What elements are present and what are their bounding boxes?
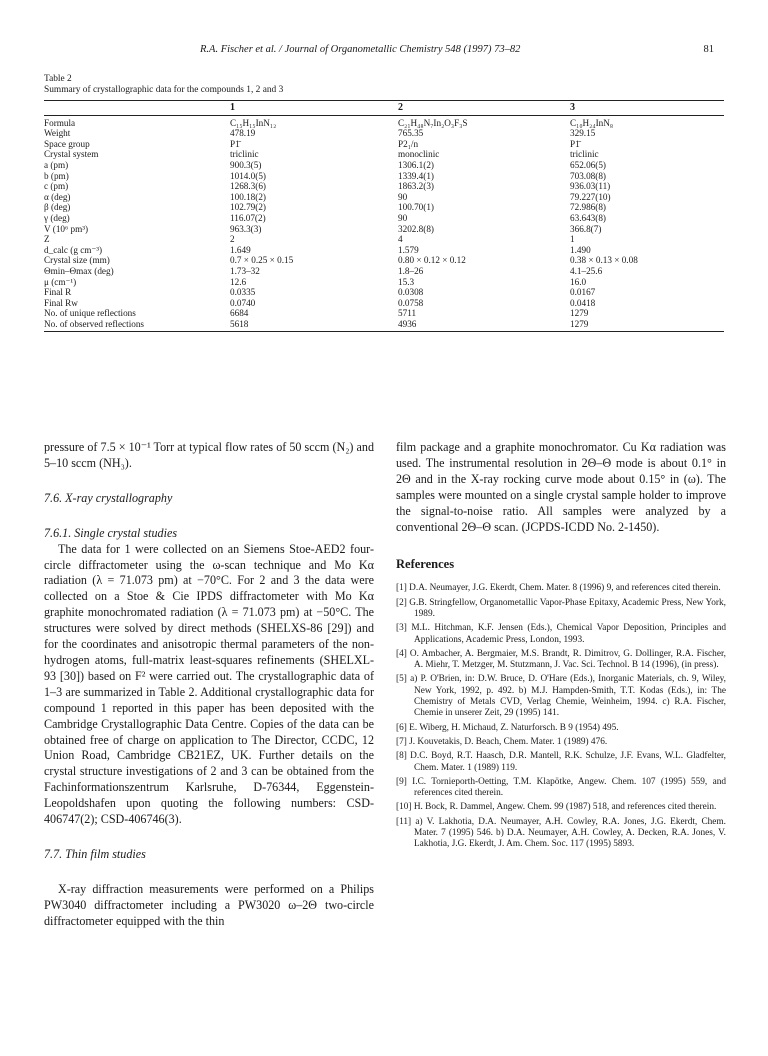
table-cell: 1.579 <box>398 244 419 255</box>
row-label: Crystal size (mm) <box>44 255 110 266</box>
table-cell: 0.0167 <box>570 287 596 298</box>
table-cell: 0.0418 <box>570 297 596 308</box>
table-row <box>44 245 724 256</box>
table-cell: 0.0335 <box>230 287 256 298</box>
table-cell: 16.0 <box>570 276 587 287</box>
reference-item: [8] D.C. Boyd, R.T. Haasch, D.R. Mantell, R.K. Schulze, J.F. Evans, W.L. Gladfelter, Chem. Mater. 1 (1989) 119. <box>396 751 726 773</box>
paragraph: film package and a graphite monochromator. Cu Kα radiation was used. The instrumental resolution in 2Θ–Θ mode is about 0.1° in 2Θ and in the X-ray rocking curve mode about 0.15° in (ω). The samples were mounted on a single crystal sample holder to improve the signal-to-noise ratio. All samples were analyzed by a conventional 2Θ–Θ scan. (JCPDS-ICDD No. 2-1450). <box>396 440 726 534</box>
row-label: No. of unique reflections <box>44 308 136 319</box>
table-cell: triclinic <box>230 149 259 160</box>
table-cell: 963.3(3) <box>230 223 262 234</box>
table-cell: 100.70(1) <box>398 202 434 213</box>
row-label: Space group <box>44 138 90 149</box>
row-label: No. of observed reflections <box>44 319 230 332</box>
table-cell: 116.07(2) <box>230 212 266 223</box>
reference-list <box>396 583 726 850</box>
table-cell: 1279 <box>570 319 724 332</box>
table-row <box>44 202 724 213</box>
paragraph: pressure of 7.5 × 10⁻¹ Torr at typical flow rates of 50 sccm (N₂) and 5–10 sccm (NH₃). <box>44 440 374 470</box>
table-cell: 1.73–32 <box>230 265 260 276</box>
table-caption-text: Summary of crystallographic data for the compounds 1, 2 and 3 <box>44 85 284 95</box>
row-label: γ (deg) <box>44 212 70 223</box>
table-cell: 2 <box>230 234 235 245</box>
table-row <box>44 181 724 192</box>
row-label: β (deg) <box>44 202 71 213</box>
table-cell: 1339.4(1) <box>398 170 434 181</box>
row-label: a (pm) <box>44 159 69 170</box>
reference-item: [4] O. Ambacher, A. Bergmaier, M.S. Brandt, R. Dimitrov, G. Dollinger, R.A. Fischer, A. Miehr, T. Metzger, M. Stutzmann, J. Vac. Sci. Technol. B 14 (1996), (in press). <box>396 648 726 671</box>
table-cell: 936.03(11) <box>570 181 611 192</box>
table-cell: 1863.2(3) <box>398 181 434 192</box>
table-cell: C₂₁H₄₈N₇In₂O₃F₃S <box>398 117 468 128</box>
table-label: Table 2 <box>44 74 72 84</box>
reference-item: [7] J. Kouvetakis, D. Beach, Chem. Mater. 1 (1989) 476. <box>396 736 608 747</box>
reference-item: [5] a) P. O'Brien, in: D.W. Bruce, D. O'Hare (Eds.), Inorganic Materials, ch. 9, Wiley, New York, 1992, p. 492. b) M.J. Hampden-Smith, T.T. Kodas (Eds.), in: The Chemistry of Metals CVD, Verlag Chemie, Weinheim, 1994. c) R.A. Fischer, Chemie in unserer Zeit, 29 (1995) 141. <box>396 674 726 719</box>
section-heading-7-7: 7.7. Thin film studies <box>44 846 146 861</box>
table-cell: 1306.1(2) <box>398 159 434 170</box>
table-cell: P1̄ <box>570 138 580 149</box>
table-cell: P2₁/n <box>398 138 419 149</box>
row-label: Crystal system <box>44 149 99 160</box>
table-row <box>44 277 724 288</box>
table-cell: 765.35 <box>398 128 424 139</box>
table-row <box>44 149 724 160</box>
page-number: 81 <box>703 44 714 55</box>
right-column <box>396 440 726 854</box>
table-cell: 4936 <box>398 319 570 332</box>
table-cell: 5711 <box>398 308 417 319</box>
row-label: Final R <box>44 287 72 298</box>
table-cell: 0.80 × 0.12 × 0.12 <box>398 255 466 266</box>
table-cell: 478.19 <box>230 128 256 139</box>
table-cell: 4.1–25.6 <box>570 265 603 276</box>
row-label: Z <box>44 234 50 245</box>
table-cell: 703.08(8) <box>570 170 606 181</box>
table-cell: 12.6 <box>230 276 247 287</box>
table-col-header <box>44 101 230 116</box>
table-cell: 79.227(10) <box>570 191 611 202</box>
references-heading: References <box>396 557 455 572</box>
row-label: Formula <box>44 117 76 128</box>
crystallographic-data-table <box>44 100 724 332</box>
table-header <box>44 101 724 116</box>
table-cell: 1279 <box>570 308 589 319</box>
table-cell: triclinic <box>570 149 599 160</box>
table-cell: 15.3 <box>398 276 415 287</box>
table-cell: 90 <box>398 191 408 202</box>
table-row <box>44 308 724 319</box>
reference-item: [6] E. Wiberg, H. Michaud, Z. Naturforsch. B 9 (1954) 495. <box>396 722 619 733</box>
table-col-header: 3 <box>570 101 724 116</box>
table-cell: 1.490 <box>570 244 591 255</box>
table-col-header: 2 <box>398 101 570 116</box>
table-row <box>44 255 724 266</box>
table-cell: 5618 <box>230 319 398 332</box>
table-col-header: 1 <box>230 101 398 116</box>
row-label: Θmin–Θmax (deg) <box>44 265 114 276</box>
row-label: b (pm) <box>44 170 69 181</box>
table-cell: monoclinic <box>398 149 440 160</box>
table-cell: 652.06(5) <box>570 159 606 170</box>
table-row <box>44 298 724 309</box>
row-label: Weight <box>44 128 71 139</box>
table-row <box>44 213 724 224</box>
row-label: d_calc (g cm⁻³) <box>44 244 103 255</box>
reference-item: [2] G.B. Stringfellow, Organometallic Vapor-Phase Epitaxy, Academic Press, New York, 1989. <box>396 597 726 619</box>
table-cell: 4 <box>398 234 403 245</box>
table-row <box>44 287 724 298</box>
table-cell: 1 <box>570 234 575 245</box>
table-row <box>44 171 724 182</box>
table-row <box>44 160 724 171</box>
row-label: c (pm) <box>44 181 69 192</box>
reference-item: [10] H. Bock, R. Dammel, Angew. Chem. 99 (1987) 518, and references cited therein. <box>396 802 717 813</box>
table-cell: 6684 <box>230 308 249 319</box>
table-row <box>44 128 724 139</box>
row-label: μ (cm⁻¹) <box>44 276 77 287</box>
reference-item: [9] I.C. Tornieporth-Oetting, T.M. Klapötke, Angew. Chem. 107 (1995) 559, and references cited therein. <box>396 776 726 799</box>
running-head: R.A. Fischer et al. / Journal of Organometallic Chemistry 548 (1997) 73–82 <box>200 44 521 55</box>
table-row <box>44 266 724 277</box>
table-cell: 1.649 <box>230 244 251 255</box>
table-cell: 329.15 <box>570 128 596 139</box>
table-cell: 102.79(2) <box>230 202 266 213</box>
table-cell: 366.8(7) <box>570 223 602 234</box>
table-cell: P1̄ <box>230 138 240 149</box>
table-row <box>44 234 724 245</box>
table-cell: 63.643(8) <box>570 212 606 223</box>
table-row <box>44 115 724 128</box>
table-cell: 0.0308 <box>398 287 424 298</box>
reference-item: [11] a) V. Lakhotia, D.A. Neumayer, A.H. Cowley, R.A. Jones, J.G. Ekerdt, Chem. Mater. 7 (1995) 546. b) D.A. Neumayer, A.H. Cowley, A. Decken, R.A. Jones, V. Lakhotia, J.G. Ekerdt, J. Am. Chem. Soc. 117 (1995) 5893. <box>396 816 726 850</box>
reference-item: [3] M.L. Hitchman, K.F. Jensen (Eds.), Chemical Vapor Deposition, Principles and Applications, Academic Press, London, 1993. <box>396 623 726 645</box>
table-caption <box>44 74 283 96</box>
row-label: V (10⁶ pm³) <box>44 223 89 234</box>
paragraph: The data for 1 were collected on an Siemens Stoe-AED2 four-circle diffractometer using the ω-scan technique and Mo Kα radiation (λ = 71.073 pm) at −70°C. For 2 and 3 the data were collected on a Stoe & Cie IPDS diffractometer with Mo Kα graphite monochromated radiation (λ = 71.073 pm) at −50°C. The structures were solved by direct methods (SHELXS-86 [29]) and for the coordinates and anisotropic thermal parameters of the non-hydrogen atoms, full-matrix least-squares refinements (SHELXL-93 [30]) based on F² were carried out. The crystallographic data of 1–3 are summarized in Table 2. Additional crystallographic data for compound 1 reported in this paper has been deposited with the Cambridge Crystallographic Data Centre. Copies of the data can be obtained free of charge on application to The Director, CCDC, 12 Union Road, Cambridge CB21EZ, UK. Further details on the crystal structure investigations of 2 and 3 can be obtained from the Fachinformationszentrum Karlsruhe, D-76344, Eggenstein-Leopoldshafen upon quoting the following numbers: CSD-406747(2); CSD-406746(3). <box>44 541 374 827</box>
table-cell: C₁₀H₂₄InN₈ <box>570 117 614 128</box>
section-heading-7-6-1: 7.6.1. Single crystal studies <box>44 525 178 540</box>
table-cell: 0.7 × 0.25 × 0.15 <box>230 255 294 266</box>
page-header <box>0 44 768 62</box>
table-cell: 72.986(8) <box>570 202 606 213</box>
table-cell: 1268.3(6) <box>230 181 266 192</box>
table-row <box>44 192 724 203</box>
paragraph: X-ray diffraction measurements were performed on a Philips PW3040 diffractometer including a PW3020 ω–2Θ two-circle diffractometer equipped with the thin <box>44 881 374 928</box>
table-body <box>44 115 724 332</box>
table-cell: 100.18(2) <box>230 191 266 202</box>
reference-item: [1] D.A. Neumayer, J.G. Ekerdt, Chem. Mater. 8 (1996) 9, and references cited therein. <box>396 583 721 594</box>
table-cell: 900.3(5) <box>230 159 262 170</box>
table-row <box>44 139 724 150</box>
table-row <box>44 224 724 235</box>
table-cell: 3202.8(8) <box>398 223 434 234</box>
table-cell: 0.38 × 0.13 × 0.08 <box>570 255 638 266</box>
table-cell: 1014.0(5) <box>230 170 266 181</box>
table-cell: 0.0758 <box>398 297 424 308</box>
table-cell: C₁₅H₁₅InN₁₂ <box>230 117 277 128</box>
table-cell: 0.0740 <box>230 297 256 308</box>
table-cell: 1.8–26 <box>398 265 424 276</box>
row-label: Final Rw <box>44 297 78 308</box>
left-column <box>44 440 374 930</box>
section-heading-7-6: 7.6. X-ray crystallography <box>44 490 173 505</box>
table-row <box>44 319 724 332</box>
table-cell: 90 <box>398 212 408 223</box>
row-label: α (deg) <box>44 191 71 202</box>
